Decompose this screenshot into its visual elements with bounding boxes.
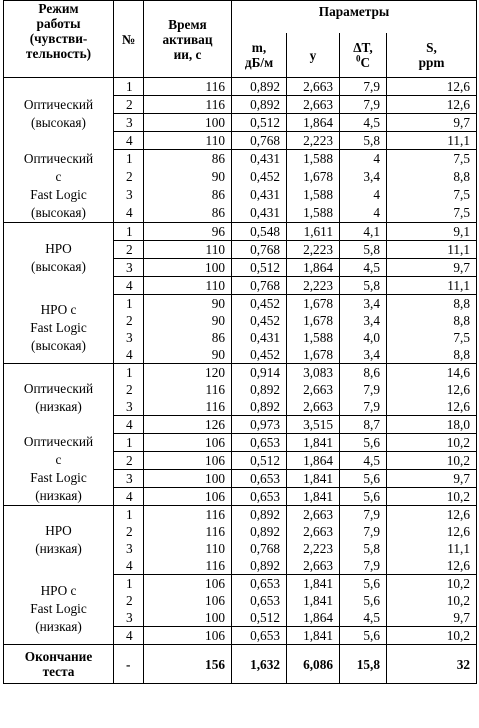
y-cell: 1,864 bbox=[287, 451, 340, 469]
mode-label-line: (низкая) bbox=[35, 619, 82, 635]
s-cell: 12,6 bbox=[387, 523, 477, 540]
delta-t-cell: 4 bbox=[340, 204, 387, 222]
time-cell: 110 bbox=[144, 240, 232, 258]
s-cell: 10,2 bbox=[387, 451, 477, 469]
number-cell: 3 bbox=[114, 329, 144, 346]
y-cell: 1,678 bbox=[287, 312, 340, 329]
s-cell: 7,5 bbox=[387, 204, 477, 222]
m-cell: 0,892 bbox=[232, 78, 287, 96]
m-header-line-2: дБ/м bbox=[244, 55, 274, 70]
dt-header-line-2 bbox=[342, 55, 384, 70]
number-cell: 1 bbox=[114, 433, 144, 451]
mode-label-line: Оптический bbox=[23, 381, 94, 397]
m-cell: 0,653 bbox=[232, 433, 287, 451]
time-cell: 86 bbox=[144, 186, 232, 204]
mode-label bbox=[4, 78, 114, 150]
m-cell: 0,452 bbox=[232, 168, 287, 186]
delta-t-cell: 7,9 bbox=[340, 398, 387, 416]
m-cell: 0,548 bbox=[232, 222, 287, 240]
m-cell: 0,653 bbox=[232, 592, 287, 609]
time-cell: 90 bbox=[144, 312, 232, 329]
m-cell: 0,768 bbox=[232, 132, 287, 150]
number-cell: 3 bbox=[114, 469, 144, 487]
time-cell: 100 bbox=[144, 258, 232, 276]
mode-label bbox=[4, 363, 114, 433]
m-cell: 0,512 bbox=[232, 609, 287, 627]
table-row bbox=[4, 506, 477, 524]
delta-t-cell: 5,6 bbox=[340, 592, 387, 609]
time-cell: 86 bbox=[144, 204, 232, 222]
m-header bbox=[232, 33, 287, 78]
number-cell: 4 bbox=[114, 346, 144, 364]
test-end-label-line: теста bbox=[42, 664, 75, 679]
mode-label-line: Fast Logic bbox=[30, 186, 87, 202]
number-cell: 2 bbox=[114, 168, 144, 186]
delta-t-cell: 5,8 bbox=[340, 276, 387, 294]
table-row bbox=[4, 363, 477, 381]
mode-label-line: Оптический bbox=[23, 434, 94, 449]
mode-header-line-1: Режим bbox=[38, 1, 79, 16]
number-cell: 2 bbox=[114, 312, 144, 329]
delta-t-cell: 7,9 bbox=[340, 506, 387, 524]
time-cell: 126 bbox=[144, 415, 232, 433]
m-cell: 0,768 bbox=[232, 276, 287, 294]
mode-label bbox=[4, 150, 114, 223]
s-cell: 9,7 bbox=[387, 258, 477, 276]
y-cell: 1,588 bbox=[287, 186, 340, 204]
delta-t-cell: 7,9 bbox=[340, 78, 387, 96]
delta-t-cell: 4 bbox=[340, 150, 387, 168]
delta-t-cell: 5,8 bbox=[340, 540, 387, 557]
mode-label-line: (низкая) bbox=[35, 488, 82, 503]
y-cell: 2,223 bbox=[287, 540, 340, 557]
m-cell: 0,653 bbox=[232, 575, 287, 593]
parameters-header: Параметры bbox=[232, 1, 477, 34]
s-cell: 14,6 bbox=[387, 363, 477, 381]
delta-t-cell: 7,9 bbox=[340, 381, 387, 398]
y-cell: 1,678 bbox=[287, 346, 340, 364]
s-cell: 7,5 bbox=[387, 329, 477, 346]
m-cell: 0,512 bbox=[232, 258, 287, 276]
s-cell: 10,2 bbox=[387, 433, 477, 451]
y-cell: 2,663 bbox=[287, 398, 340, 416]
y-cell: 2,223 bbox=[287, 276, 340, 294]
end-time-cell: 156 bbox=[144, 645, 232, 684]
s-cell: 10,2 bbox=[387, 487, 477, 505]
number-cell: 3 bbox=[114, 186, 144, 204]
s-cell: 9,7 bbox=[387, 609, 477, 627]
s-cell: 12,6 bbox=[387, 506, 477, 524]
number-cell: 1 bbox=[114, 506, 144, 524]
number-cell: 1 bbox=[114, 575, 144, 593]
y-cell: 1,588 bbox=[287, 150, 340, 168]
s-cell: 18,0 bbox=[387, 415, 477, 433]
mode-label-line: HPO bbox=[45, 523, 72, 539]
mode-label-line: с bbox=[55, 452, 62, 467]
y-cell: 1,864 bbox=[287, 609, 340, 627]
m-cell: 0,452 bbox=[232, 294, 287, 312]
delta-t-cell: 8,7 bbox=[340, 415, 387, 433]
s-cell: 9,7 bbox=[387, 114, 477, 132]
s-cell: 7,5 bbox=[387, 150, 477, 168]
number-cell: 2 bbox=[114, 592, 144, 609]
table-body bbox=[4, 78, 477, 684]
mode-header-line-3: (чувстви- bbox=[29, 31, 88, 46]
m-cell: 0,452 bbox=[232, 346, 287, 364]
table-row bbox=[4, 222, 477, 240]
mode-label bbox=[4, 575, 114, 645]
time-cell: 106 bbox=[144, 627, 232, 645]
mode-label bbox=[4, 294, 114, 363]
time-header-line-1: Время bbox=[168, 16, 207, 32]
mode-header bbox=[4, 1, 114, 78]
y-cell: 1,588 bbox=[287, 204, 340, 222]
number-cell: 3 bbox=[114, 609, 144, 627]
dt-header-sup: 0 bbox=[355, 53, 361, 64]
s-cell: 12,6 bbox=[387, 78, 477, 96]
mode-label-line: (высокая) bbox=[31, 204, 86, 220]
delta-t-cell: 4,5 bbox=[340, 114, 387, 132]
delta-t-cell: 7,9 bbox=[340, 557, 387, 575]
m-cell: 0,892 bbox=[232, 381, 287, 398]
mode-label-line: (низкая) bbox=[35, 541, 82, 557]
test-end-row bbox=[4, 645, 477, 684]
s-cell: 8,8 bbox=[387, 168, 477, 186]
end-y-cell: 6,086 bbox=[287, 645, 340, 684]
y-cell: 1,841 bbox=[287, 487, 340, 505]
y-cell: 3,083 bbox=[287, 363, 340, 381]
time-cell: 90 bbox=[144, 346, 232, 364]
delta-t-cell: 5,6 bbox=[340, 575, 387, 593]
time-cell: 96 bbox=[144, 222, 232, 240]
m-cell: 0,431 bbox=[232, 150, 287, 168]
time-cell: 106 bbox=[144, 433, 232, 451]
s-cell: 11,1 bbox=[387, 540, 477, 557]
number-cell: 4 bbox=[114, 132, 144, 150]
y-cell: 1,611 bbox=[287, 222, 340, 240]
y-cell: 2,663 bbox=[287, 506, 340, 524]
mode-label bbox=[4, 222, 114, 294]
mode-label-line: HPO с bbox=[40, 302, 77, 318]
number-cell: 3 bbox=[114, 114, 144, 132]
m-cell: 0,653 bbox=[232, 487, 287, 505]
m-cell: 0,512 bbox=[232, 451, 287, 469]
mode-header-line-4: тельность) bbox=[25, 46, 92, 61]
m-cell: 0,892 bbox=[232, 96, 287, 114]
m-cell: 0,431 bbox=[232, 186, 287, 204]
y-cell: 1,678 bbox=[287, 168, 340, 186]
s-cell: 9,7 bbox=[387, 469, 477, 487]
y-cell: 2,223 bbox=[287, 240, 340, 258]
delta-t-cell: 5,6 bbox=[340, 433, 387, 451]
y-cell: 2,663 bbox=[287, 96, 340, 114]
test-end-label bbox=[4, 645, 114, 684]
dt-header-line-1: ΔT, bbox=[353, 40, 373, 55]
time-cell: 106 bbox=[144, 575, 232, 593]
delta-t-cell: 4,5 bbox=[340, 451, 387, 469]
table-row bbox=[4, 78, 477, 96]
s-cell: 10,2 bbox=[387, 592, 477, 609]
number-cell: 2 bbox=[114, 451, 144, 469]
delta-t-cell: 5,6 bbox=[340, 487, 387, 505]
y-cell: 1,841 bbox=[287, 627, 340, 645]
time-cell: 106 bbox=[144, 592, 232, 609]
number-cell: 2 bbox=[114, 96, 144, 114]
end-delta-t-cell: 15,8 bbox=[340, 645, 387, 684]
end-number-cell: - bbox=[114, 645, 144, 684]
time-header-line-3: ии, с bbox=[173, 46, 202, 62]
time-cell: 116 bbox=[144, 381, 232, 398]
s-cell: 10,2 bbox=[387, 575, 477, 593]
m-cell: 0,653 bbox=[232, 627, 287, 645]
number-cell: 4 bbox=[114, 627, 144, 645]
s-cell: 7,5 bbox=[387, 186, 477, 204]
m-header-line-1: m, bbox=[251, 40, 267, 55]
y-cell: 2,663 bbox=[287, 78, 340, 96]
delta-t-cell: 4 bbox=[340, 186, 387, 204]
number-cell: 3 bbox=[114, 540, 144, 557]
number-header: № bbox=[114, 1, 144, 78]
time-cell: 100 bbox=[144, 609, 232, 627]
y-cell: 1,841 bbox=[287, 575, 340, 593]
table-row bbox=[4, 433, 477, 451]
mode-label-line: HPO bbox=[45, 241, 72, 257]
mode-label-line: (высокая) bbox=[31, 114, 86, 130]
mode-label bbox=[4, 506, 114, 575]
table-row bbox=[4, 150, 477, 168]
delta-t-cell: 5,8 bbox=[340, 132, 387, 150]
mode-label-line: (высокая) bbox=[31, 259, 86, 275]
m-cell: 0,653 bbox=[232, 469, 287, 487]
mode-label-line: Fast Logic bbox=[30, 320, 87, 336]
s-cell: 12,6 bbox=[387, 398, 477, 416]
delta-t-cell: 4,0 bbox=[340, 329, 387, 346]
delta-t-cell: 5,6 bbox=[340, 627, 387, 645]
mode-label-line: Оптический bbox=[23, 96, 94, 112]
number-cell: 4 bbox=[114, 557, 144, 575]
delta-t-cell: 4,5 bbox=[340, 609, 387, 627]
s-cell: 11,1 bbox=[387, 240, 477, 258]
number-cell: 1 bbox=[114, 150, 144, 168]
mode-label-line: Оптический bbox=[23, 150, 94, 166]
number-cell: 1 bbox=[114, 222, 144, 240]
time-cell: 106 bbox=[144, 487, 232, 505]
s-cell: 8,8 bbox=[387, 346, 477, 364]
m-cell: 0,914 bbox=[232, 363, 287, 381]
time-cell: 106 bbox=[144, 451, 232, 469]
delta-t-cell: 8,6 bbox=[340, 363, 387, 381]
y-cell: 3,515 bbox=[287, 415, 340, 433]
m-cell: 0,452 bbox=[232, 312, 287, 329]
s-cell: 8,8 bbox=[387, 312, 477, 329]
y-cell: 2,663 bbox=[287, 381, 340, 398]
m-cell: 0,892 bbox=[232, 523, 287, 540]
end-m-cell: 1,632 bbox=[232, 645, 287, 684]
delta-t-cell: 5,6 bbox=[340, 469, 387, 487]
s-cell: 10,2 bbox=[387, 627, 477, 645]
time-cell: 90 bbox=[144, 294, 232, 312]
m-cell: 0,892 bbox=[232, 398, 287, 416]
time-cell: 116 bbox=[144, 96, 232, 114]
s-cell: 12,6 bbox=[387, 96, 477, 114]
time-cell: 116 bbox=[144, 523, 232, 540]
y-cell: 2,663 bbox=[287, 523, 340, 540]
m-cell: 0,892 bbox=[232, 506, 287, 524]
activation-time-header bbox=[144, 1, 232, 78]
table-row bbox=[4, 294, 477, 312]
number-cell: 1 bbox=[114, 363, 144, 381]
y-cell: 1,841 bbox=[287, 433, 340, 451]
y-cell: 1,864 bbox=[287, 258, 340, 276]
y-header: y bbox=[287, 33, 340, 78]
number-cell: 2 bbox=[114, 240, 144, 258]
m-cell: 0,768 bbox=[232, 540, 287, 557]
number-cell: 3 bbox=[114, 258, 144, 276]
parameters-table bbox=[3, 0, 477, 684]
y-cell: 1,588 bbox=[287, 329, 340, 346]
delta-t-cell: 3,4 bbox=[340, 312, 387, 329]
mode-label-line: с bbox=[55, 168, 62, 184]
y-cell: 1,841 bbox=[287, 469, 340, 487]
time-cell: 110 bbox=[144, 132, 232, 150]
m-cell: 0,431 bbox=[232, 204, 287, 222]
mode-label-line: (низкая) bbox=[35, 399, 82, 415]
table-row bbox=[4, 575, 477, 593]
number-cell: 2 bbox=[114, 381, 144, 398]
number-cell: 1 bbox=[114, 78, 144, 96]
s-cell: 12,6 bbox=[387, 381, 477, 398]
y-cell: 1,841 bbox=[287, 592, 340, 609]
s-cell: 9,1 bbox=[387, 222, 477, 240]
mode-label bbox=[4, 433, 114, 506]
mode-label-line: HPO с bbox=[40, 583, 77, 599]
s-cell: 11,1 bbox=[387, 276, 477, 294]
delta-t-header bbox=[340, 33, 387, 78]
delta-t-cell: 4,1 bbox=[340, 222, 387, 240]
mode-label-line: Fast Logic bbox=[30, 470, 87, 485]
test-end-label-line: Окончание bbox=[24, 649, 93, 664]
m-cell: 0,892 bbox=[232, 557, 287, 575]
delta-t-cell: 3,4 bbox=[340, 168, 387, 186]
m-cell: 0,768 bbox=[232, 240, 287, 258]
number-cell: 4 bbox=[114, 276, 144, 294]
s-cell: 11,1 bbox=[387, 132, 477, 150]
delta-t-cell: 3,4 bbox=[340, 346, 387, 364]
mode-header-line-2: работы bbox=[36, 16, 81, 31]
m-cell: 0,512 bbox=[232, 114, 287, 132]
delta-t-cell: 4,5 bbox=[340, 258, 387, 276]
time-cell: 100 bbox=[144, 469, 232, 487]
number-cell: 4 bbox=[114, 204, 144, 222]
s-header-line-1: S, bbox=[426, 40, 437, 55]
s-header bbox=[387, 33, 477, 78]
number-cell: 3 bbox=[114, 398, 144, 416]
time-cell: 86 bbox=[144, 329, 232, 346]
time-cell: 116 bbox=[144, 557, 232, 575]
y-cell: 1,864 bbox=[287, 114, 340, 132]
m-cell: 0,431 bbox=[232, 329, 287, 346]
number-cell: 4 bbox=[114, 415, 144, 433]
number-cell: 4 bbox=[114, 487, 144, 505]
s-header-line-2: ppm bbox=[418, 55, 445, 70]
time-cell: 86 bbox=[144, 150, 232, 168]
y-cell: 1,678 bbox=[287, 294, 340, 312]
s-cell: 8,8 bbox=[387, 294, 477, 312]
time-cell: 116 bbox=[144, 506, 232, 524]
delta-t-cell: 3,4 bbox=[340, 294, 387, 312]
time-cell: 100 bbox=[144, 114, 232, 132]
delta-t-cell: 7,9 bbox=[340, 523, 387, 540]
time-header-line-2: активац bbox=[162, 31, 213, 47]
time-cell: 116 bbox=[144, 398, 232, 416]
time-cell: 110 bbox=[144, 540, 232, 557]
y-cell: 2,223 bbox=[287, 132, 340, 150]
delta-t-cell: 5,8 bbox=[340, 240, 387, 258]
time-cell: 110 bbox=[144, 276, 232, 294]
time-cell: 90 bbox=[144, 168, 232, 186]
dt-header-unit: C bbox=[360, 55, 371, 70]
y-cell: 2,663 bbox=[287, 557, 340, 575]
mode-label-line: Fast Logic bbox=[30, 601, 87, 617]
time-cell: 116 bbox=[144, 78, 232, 96]
s-cell: 12,6 bbox=[387, 557, 477, 575]
mode-label-line: (высокая) bbox=[31, 338, 86, 354]
time-cell: 120 bbox=[144, 363, 232, 381]
m-cell: 0,973 bbox=[232, 415, 287, 433]
delta-t-cell: 7,9 bbox=[340, 96, 387, 114]
end-s-cell: 32 bbox=[387, 645, 477, 684]
number-cell: 2 bbox=[114, 523, 144, 540]
number-cell: 1 bbox=[114, 294, 144, 312]
